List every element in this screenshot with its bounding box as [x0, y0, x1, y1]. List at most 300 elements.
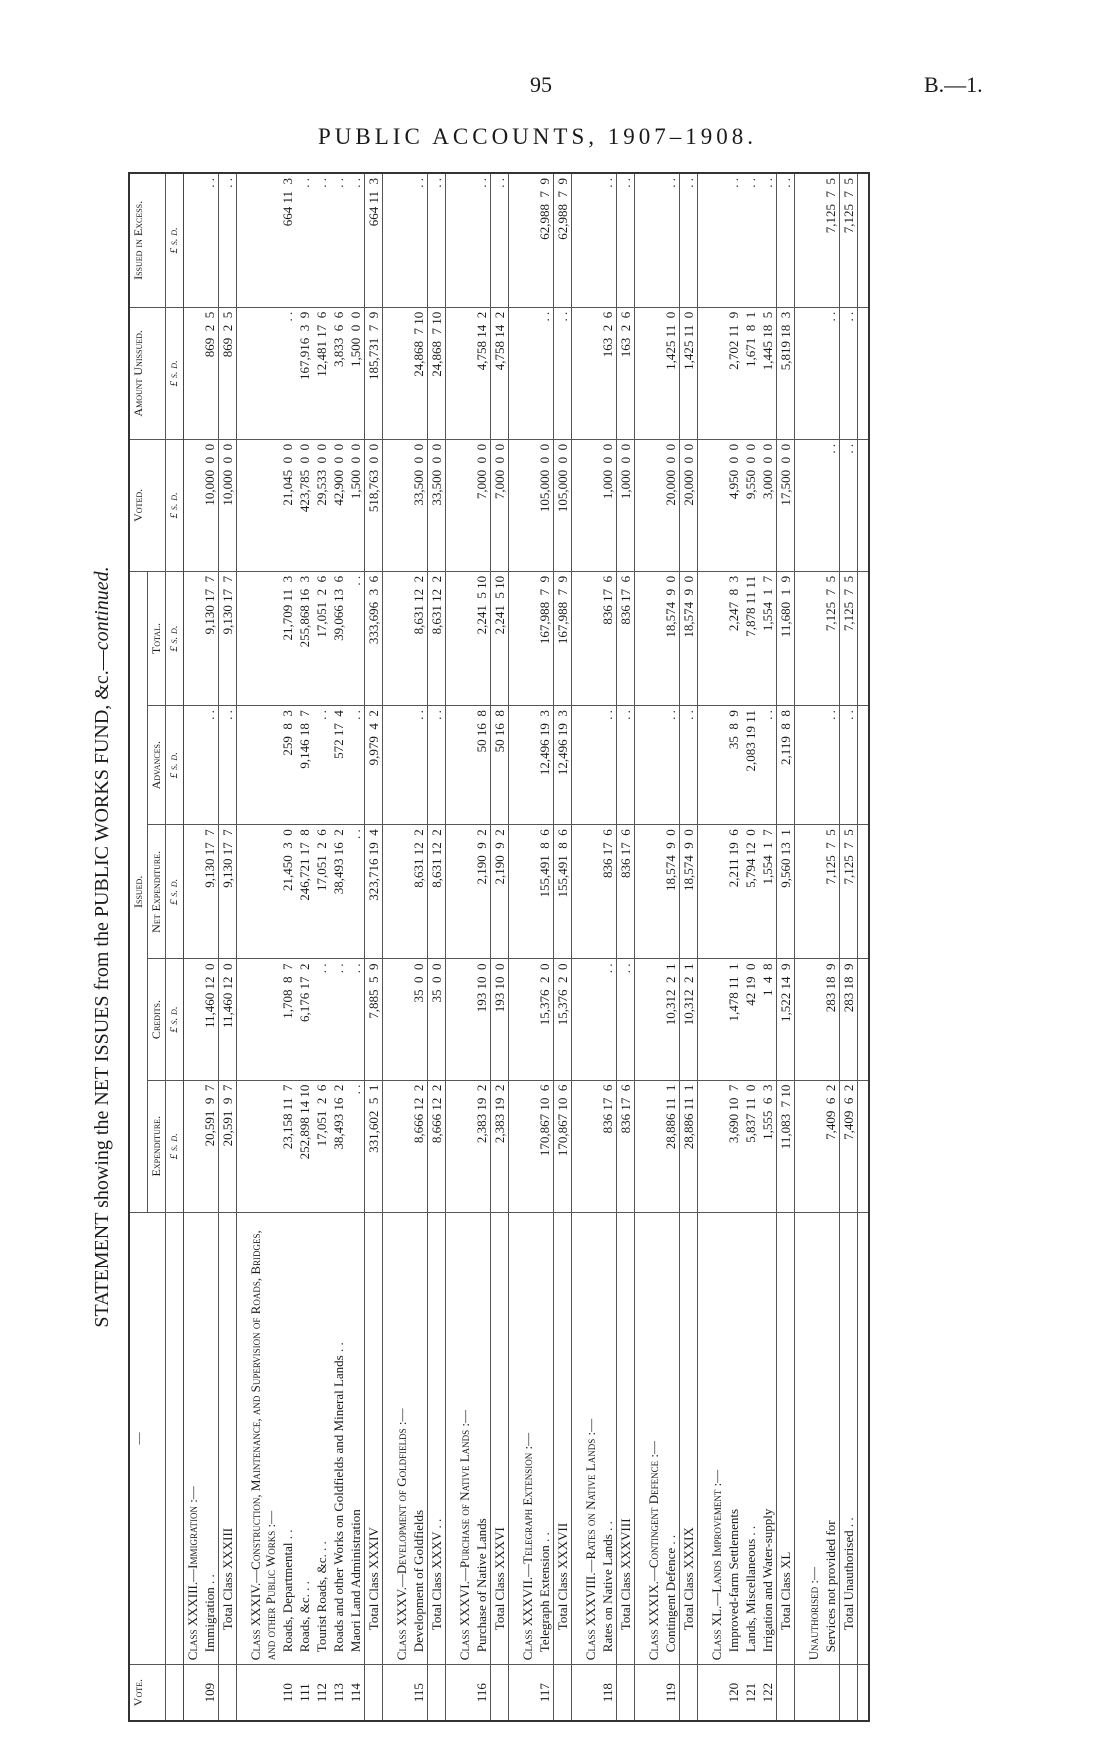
amount-cred: 35 0 0: [410, 959, 428, 1080]
amount-adv: 12,496 19 3: [554, 706, 572, 825]
label-text: Total Class XXXVIII: [618, 1518, 633, 1631]
empty-cell: [393, 307, 410, 439]
empty-cell: [519, 173, 536, 307]
amount-cred: 283 18 9: [840, 959, 858, 1080]
amount-tot: 2,247 8 3: [725, 571, 742, 705]
amount-cred: 42 19 0: [742, 959, 759, 1080]
empty-cell: [645, 825, 662, 959]
empty-cell: [184, 439, 202, 571]
spacer-cell: [795, 571, 806, 705]
spacer-cell: [858, 1080, 870, 1212]
class-heading: Class XL.—Lands Improvement :—: [708, 1212, 725, 1664]
label-text: Roads, &c. . .: [297, 1581, 312, 1653]
vote-cell: [456, 1665, 473, 1721]
empty-cell: [582, 959, 599, 1080]
amount-tot: 836 17 6: [599, 571, 617, 705]
statement-table: [128, 172, 870, 1722]
amount-tot: . .: [347, 571, 365, 705]
item-label: [201, 1212, 219, 1664]
amount-excess: . .: [759, 173, 777, 307]
label-text: Services not provided for: [823, 1520, 838, 1653]
statement-title-continued: continued.: [91, 566, 113, 651]
spacer-cell: [383, 307, 394, 439]
amount-cred: 11,460 12 0: [219, 959, 237, 1080]
empty-cell: [456, 825, 473, 959]
amount-exp: 8,666 12 2: [410, 1080, 428, 1212]
spacer-cell: [635, 439, 646, 571]
vote-cell: [184, 1665, 202, 1721]
label-text: Immigration . .: [202, 1574, 217, 1653]
spacer-cell: [698, 1212, 709, 1664]
amount-adv: 259 8 3: [279, 706, 296, 825]
units-total: £ s. d.: [166, 571, 184, 705]
item-label: [599, 1212, 617, 1664]
empty-cell: [582, 825, 599, 959]
empty-cell: [708, 571, 725, 705]
spacer-cell: [858, 173, 870, 307]
empty-cell: [184, 959, 202, 1080]
amount-adv: . .: [410, 706, 428, 825]
spacer-cell: [509, 1080, 520, 1212]
class-heading-row: [456, 173, 473, 1721]
amount-unissued: 869 2 5: [219, 307, 237, 439]
amount-exp: 20,591 9 7: [201, 1080, 219, 1212]
amount-voted: 10,000 0 0: [219, 439, 237, 571]
spacer-cell: [237, 307, 248, 439]
spacer-cell: [858, 307, 870, 439]
total-label: [365, 1212, 383, 1664]
amount-adv: 572 17 4: [330, 706, 347, 825]
amount-unissued: 1,671 8 1: [742, 307, 759, 439]
empty-cell: [645, 439, 662, 571]
vote-number: 112: [313, 1665, 330, 1721]
amount-excess: 62,988 7 9: [536, 173, 554, 307]
empty-cell: [247, 959, 279, 1080]
header-voted: Voted.: [129, 439, 166, 571]
total-label: [680, 1212, 698, 1664]
spacer-cell: [698, 825, 709, 959]
vote-number: 110: [279, 1665, 296, 1721]
header-expenditure: Expenditure.: [148, 1080, 166, 1212]
item-label: [410, 1212, 428, 1664]
empty-cell: [456, 1080, 473, 1212]
amount-cred: 1 4 8: [759, 959, 777, 1080]
spacer-cell: [635, 1212, 646, 1664]
total-label: [491, 1212, 509, 1664]
spacer-cell: [635, 959, 646, 1080]
spacer-cell: [572, 825, 583, 959]
amount-unissued: . .: [536, 307, 554, 439]
spacer-cell: [858, 439, 870, 571]
label-text: Maori Land Administration: [348, 1509, 363, 1653]
table-row: [725, 173, 742, 1721]
spacer-cell: [446, 1080, 457, 1212]
spacer-cell: [446, 825, 457, 959]
empty-cell: [645, 959, 662, 1080]
amount-net: 18,574 9 0: [662, 825, 680, 959]
spacer-row: [509, 173, 520, 1721]
spacer-cell: [237, 706, 248, 825]
spacer-cell: [858, 825, 870, 959]
total-label: [428, 1212, 446, 1664]
spacer-row: [698, 173, 709, 1721]
amount-excess: . .: [330, 173, 347, 307]
amount-adv: . .: [599, 706, 617, 825]
empty-cell: [805, 571, 822, 705]
empty-cell: [519, 571, 536, 705]
amount-excess: . .: [410, 173, 428, 307]
statement-title: [80, 172, 124, 1722]
amount-unissued: 3,833 6 6: [330, 307, 347, 439]
spacer-row: [383, 173, 394, 1721]
amount-voted: 1,500 0 0: [347, 439, 365, 571]
item-label: [725, 1212, 742, 1664]
amount-excess: . .: [599, 173, 617, 307]
empty-cell: [805, 959, 822, 1080]
amount-net: 8,631 12 2: [428, 825, 446, 959]
amount-voted: 423,785 0 0: [296, 439, 313, 571]
class-heading: Class XXXIV.—Construction, Maintenance, and Supervision of Roads, Bridges, and other Public Works :—: [247, 1212, 279, 1664]
total-label: [219, 1212, 237, 1664]
units-voted: £ s. d.: [166, 439, 184, 571]
amount-cred: 10,312 2 1: [680, 959, 698, 1080]
amount-exp: 38,493 16 2: [330, 1080, 347, 1212]
amount-exp: 2,383 19 2: [473, 1080, 491, 1212]
amount-net: 5,794 12 0: [742, 825, 759, 959]
spacer-cell: [237, 825, 248, 959]
amount-net: 38,493 16 2: [330, 825, 347, 959]
spacer-cell: [795, 439, 806, 571]
amount-adv: . .: [822, 706, 840, 825]
empty-cell: [247, 1080, 279, 1212]
amount-unissued: 24,868 7 10: [428, 307, 446, 439]
amount-unissued: 163 2 6: [599, 307, 617, 439]
vote-number: 111: [296, 1665, 313, 1721]
amount-exp: 23,158 11 7: [279, 1080, 296, 1212]
class-heading-row: [645, 173, 662, 1721]
empty-cell: [519, 1080, 536, 1212]
empty-cell: [708, 307, 725, 439]
spacer-cell: [383, 1212, 394, 1664]
spacer-cell: [509, 173, 520, 307]
header-total: Total.: [148, 571, 166, 705]
spacer-cell: [237, 959, 248, 1080]
empty-cell: [645, 571, 662, 705]
amount-net: 323,716 19 4: [365, 825, 383, 959]
amount-excess: . .: [662, 173, 680, 307]
vote-number: [680, 1665, 698, 1721]
amount-net: 17,051 2 6: [313, 825, 330, 959]
label-text: Lands, Miscellaneous . .: [743, 1525, 758, 1653]
amount-cred: . .: [599, 959, 617, 1080]
header-vote: Vote.: [129, 1665, 166, 1721]
amount-adv: 2,083 19 11: [742, 706, 759, 825]
empty-cell: [184, 706, 202, 825]
spacer-cell: [509, 959, 520, 1080]
page-number: 95: [530, 72, 552, 97]
spacer-cell: [237, 173, 248, 307]
amount-cred: 6,176 17 2: [296, 959, 313, 1080]
amount-unissued: . .: [822, 307, 840, 439]
spacer-cell: [509, 571, 520, 705]
amount-tot: 11,680 1 9: [777, 571, 795, 705]
empty-cell: [456, 173, 473, 307]
empty-cell: [582, 706, 599, 825]
spacer-cell: [509, 1665, 520, 1721]
vote-number: [840, 1665, 858, 1721]
item-label: [296, 1212, 313, 1664]
amount-exp: 170,867 10 6: [536, 1080, 554, 1212]
spacer-cell: [383, 959, 394, 1080]
spacer-cell: [572, 959, 583, 1080]
amount-adv: . .: [617, 706, 635, 825]
label-text: Total Unauthorised . .: [841, 1517, 856, 1631]
amount-exp: 3,690 10 7: [725, 1080, 742, 1212]
units-vote: [166, 1665, 184, 1721]
amount-net: 21,450 3 0: [279, 825, 296, 959]
amount-cred: 193 10 0: [473, 959, 491, 1080]
empty-cell: [582, 307, 599, 439]
spacer-row: [446, 173, 457, 1721]
label-text: Total Class XXXIX: [681, 1527, 696, 1631]
spacer-cell: [446, 706, 457, 825]
amount-tot: 8,631 12 2: [428, 571, 446, 705]
spacer-cell: [446, 439, 457, 571]
spacer-cell: [795, 1080, 806, 1212]
empty-cell: [393, 571, 410, 705]
spacer-cell: [635, 1665, 646, 1721]
amount-exp: 28,886 11 1: [662, 1080, 680, 1212]
amount-tot: 21,709 11 3: [279, 571, 296, 705]
spacer-cell: [237, 1212, 248, 1664]
vote-number: 117: [536, 1665, 554, 1721]
empty-cell: [184, 571, 202, 705]
amount-voted: 105,000 0 0: [554, 439, 572, 571]
empty-cell: [247, 173, 279, 307]
amount-unissued: 1,425 11 0: [662, 307, 680, 439]
empty-cell: [519, 439, 536, 571]
amount-exp: 836 17 6: [599, 1080, 617, 1212]
amount-tot: 9,130 17 7: [201, 571, 219, 705]
amount-unissued: 2,702 11 9: [725, 307, 742, 439]
amount-cred: . .: [617, 959, 635, 1080]
amount-excess: 7,125 7 5: [822, 173, 840, 307]
amount-unissued: 869 2 5: [201, 307, 219, 439]
spacer-cell: [858, 571, 870, 705]
spacer-cell: [572, 173, 583, 307]
amount-tot: 7,878 11 11: [742, 571, 759, 705]
empty-cell: [805, 439, 822, 571]
amount-unissued: 1,425 11 0: [680, 307, 698, 439]
spacer-cell: [572, 307, 583, 439]
amount-exp: 170,867 10 6: [554, 1080, 572, 1212]
total-label: [777, 1212, 795, 1664]
spacer-row: [635, 173, 646, 1721]
statement-title-text: STATEMENT showing the NET ISSUES from the PUBLIC WORKS FUND, &c.—: [91, 650, 113, 1328]
amount-tot: 18,574 9 0: [662, 571, 680, 705]
empty-cell: [708, 825, 725, 959]
class-heading-row: [582, 173, 599, 1721]
spacer-row: [572, 173, 583, 1721]
class-heading-row: [708, 173, 725, 1721]
amount-exp: 2,383 19 2: [491, 1080, 509, 1212]
vote-number: [491, 1665, 509, 1721]
empty-cell: [582, 439, 599, 571]
amount-tot: 39,066 13 6: [330, 571, 347, 705]
amount-excess: 7,125 7 5: [840, 173, 858, 307]
amount-exp: 5,837 11 0: [742, 1080, 759, 1212]
amount-excess: . .: [491, 173, 509, 307]
amount-excess: . .: [219, 173, 237, 307]
amount-net: 246,721 17 8: [296, 825, 313, 959]
document-reference: B.—1.: [924, 72, 983, 97]
amount-unissued: 185,731 7 9: [365, 307, 383, 439]
amount-voted: 33,500 0 0: [410, 439, 428, 571]
spacer-row: [237, 173, 248, 1721]
spacer-cell: [446, 959, 457, 1080]
label-text: Irrigation and Water-supply: [760, 1508, 775, 1653]
class-heading-row: [393, 173, 410, 1721]
total-row: [219, 173, 237, 1721]
vote-number: 115: [410, 1665, 428, 1721]
total-row: [840, 173, 858, 1721]
header-description: —: [129, 1212, 166, 1664]
amount-tot: 333,696 3 6: [365, 571, 383, 705]
item-label: [742, 1212, 759, 1664]
amount-excess: . .: [347, 173, 365, 307]
table-row: [599, 173, 617, 1721]
amount-voted: 1,000 0 0: [617, 439, 635, 571]
amount-net: 8,631 12 2: [410, 825, 428, 959]
amount-voted: 105,000 0 0: [536, 439, 554, 571]
class-heading-row: [519, 173, 536, 1721]
item-label: [330, 1212, 347, 1664]
amount-adv: . .: [840, 706, 858, 825]
amount-cred: 1,522 14 9: [777, 959, 795, 1080]
label-text: Telegraph Extension . .: [537, 1532, 552, 1653]
spacer-cell: [698, 173, 709, 307]
empty-cell: [805, 1080, 822, 1212]
amount-exp: 17,051 2 6: [313, 1080, 330, 1212]
amount-voted: 3,000 0 0: [759, 439, 777, 571]
amount-excess: 62,988 7 9: [554, 173, 572, 307]
amount-voted: 1,000 0 0: [599, 439, 617, 571]
spacer-cell: [572, 1080, 583, 1212]
table-row: [742, 173, 759, 1721]
label-text: Total Class XXXIV: [366, 1527, 381, 1631]
vote-cell: [805, 1665, 822, 1721]
spacer-cell: [635, 173, 646, 307]
total-row: [617, 173, 635, 1721]
item-label: [473, 1212, 491, 1664]
spacer-cell: [635, 1080, 646, 1212]
table-row: [759, 173, 777, 1721]
spacer-cell: [698, 706, 709, 825]
amount-exp: 11,083 7 10: [777, 1080, 795, 1212]
vote-number: [617, 1665, 635, 1721]
amount-exp: 7,409 6 2: [840, 1080, 858, 1212]
vote-cell: [708, 1665, 725, 1721]
header-issued-in-excess: Issued in Excess.: [129, 173, 166, 307]
header-amount-unissued: Amount Unissued.: [129, 307, 166, 439]
amount-adv: 50 16 8: [491, 706, 509, 825]
amount-excess: . .: [777, 173, 795, 307]
empty-cell: [805, 307, 822, 439]
amount-unissued: 167,916 3 9: [296, 307, 313, 439]
label-text: Purchase of Native Lands: [474, 1518, 489, 1653]
amount-cred: 283 18 9: [822, 959, 840, 1080]
amount-adv: 2,119 8 8: [777, 706, 795, 825]
table-row: [822, 173, 840, 1721]
vote-number: [554, 1665, 572, 1721]
amount-cred: 193 10 0: [491, 959, 509, 1080]
total-row: [428, 173, 446, 1721]
empty-cell: [247, 706, 279, 825]
amount-tot: 2,241 5 10: [473, 571, 491, 705]
empty-cell: [519, 706, 536, 825]
empty-cell: [582, 1080, 599, 1212]
vote-number: 113: [330, 1665, 347, 1721]
amount-exp: 252,898 14 10: [296, 1080, 313, 1212]
item-label: [347, 1212, 365, 1664]
empty-cell: [708, 706, 725, 825]
empty-cell: [247, 307, 279, 439]
table-row: [296, 173, 313, 1721]
spacer-cell: [383, 706, 394, 825]
empty-cell: [645, 706, 662, 825]
amount-cred: 11,460 12 0: [201, 959, 219, 1080]
spacer-cell: [635, 571, 646, 705]
empty-cell: [805, 706, 822, 825]
table-row: [410, 173, 428, 1721]
empty-cell: [708, 173, 725, 307]
amount-voted: 21,045 0 0: [279, 439, 296, 571]
spacer-cell: [795, 173, 806, 307]
spacer-cell: [509, 706, 520, 825]
item-label: [759, 1212, 777, 1664]
empty-cell: [582, 173, 599, 307]
class-heading: Class XXXIX.—Contingent Defence :—: [645, 1212, 662, 1664]
empty-cell: [393, 706, 410, 825]
amount-cred: 35 0 0: [428, 959, 446, 1080]
spacer-cell: [795, 825, 806, 959]
spacer-cell: [383, 173, 394, 307]
spacer-cell: [383, 1665, 394, 1721]
empty-cell: [184, 825, 202, 959]
spacer-cell: [446, 571, 457, 705]
class-heading: Class XXXVIII.—Rates on Native Lands :—: [582, 1212, 599, 1664]
spacer-cell: [237, 1665, 248, 1721]
total-row: [491, 173, 509, 1721]
amount-net: 9,560 13 1: [777, 825, 795, 959]
amount-net: 1,554 1 7: [759, 825, 777, 959]
label-text: Tourist Roads, &c. . .: [314, 1541, 329, 1653]
amount-cred: . .: [330, 959, 347, 1080]
amount-unissued: . .: [840, 307, 858, 439]
table-row: [279, 173, 296, 1721]
empty-cell: [456, 439, 473, 571]
item-label: [279, 1212, 296, 1664]
empty-cell: [456, 307, 473, 439]
amount-adv: . .: [313, 706, 330, 825]
amount-net: 9,130 17 7: [201, 825, 219, 959]
amount-unissued: 4,758 14 2: [491, 307, 509, 439]
spacer-cell: [635, 825, 646, 959]
units-credits: £ s. d.: [166, 959, 184, 1080]
spacer-cell: [795, 307, 806, 439]
empty-cell: [184, 173, 202, 307]
empty-cell: [247, 439, 279, 571]
